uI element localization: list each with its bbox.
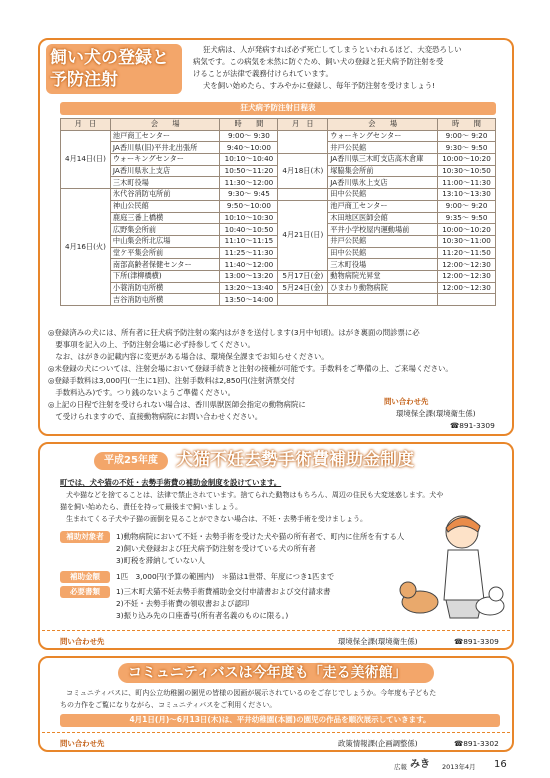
col-venue: 会 場: [328, 119, 438, 131]
schedule-time: 9:00～ 9:20: [438, 200, 496, 212]
schedule-date: 5月17日(金): [278, 270, 328, 282]
subsidy-title: 犬猫不妊去勢手術費補助金制度: [176, 450, 414, 470]
target-1: 1)動物病院において不妊・去勢手術を受けた犬や猫の所有者で、町内に住所を有する人: [116, 532, 405, 541]
rabies-title-line2: 予防注射: [50, 70, 118, 90]
subsidy-lead: 町では、犬や猫の不妊・去勢手術費の補助金制度を設けています。: [60, 478, 282, 487]
schedule-time: 11:30～12:00: [220, 177, 278, 189]
schedule-venue: 池戸商工センター: [110, 130, 220, 142]
schedule-time: 10:40～10:50: [220, 224, 278, 236]
schedule-venue: 井戸公民館: [328, 142, 438, 154]
col-time: 時 間: [438, 119, 496, 131]
bus-contact-rule: [42, 732, 510, 733]
bus-banner: 4月1日(月)～6月13日(木)は、平井幼稚園(本園)の園児の作品を順次展示していきます。: [60, 714, 500, 727]
schedule-venue: JA香川県(旧)平井北出張所: [110, 142, 220, 154]
schedule-time: 9:00～ 9:30: [220, 130, 278, 142]
bus-title: コミュニティバスは今年度も「走る美術館」: [128, 665, 407, 681]
doc-3: 3)振り込み先の口座番号(所有者名義のものに限る。): [116, 611, 289, 620]
rabies-note: て受けられますので、直接動物病院にお問い合わせください。: [48, 412, 263, 421]
schedule-row: [61, 130, 496, 142]
docs-label: 必要書類: [60, 586, 110, 598]
schedule-time: 11:20～11:50: [438, 247, 496, 259]
subsidy-body-3: 生まれてくる子犬や子猫の面倒を見ることができない場合は、不妊・去勢手術を受けましょう。: [66, 515, 367, 523]
schedule-date: 4月14日(日): [61, 130, 111, 188]
schedule-time: 9:40～10:00: [220, 142, 278, 154]
schedule-venue: 小蓑消防屯所横: [110, 282, 220, 294]
schedule-time: 12:00～12:30: [438, 259, 496, 271]
schedule-time: 10:00～10:20: [438, 154, 496, 166]
rabies-note: 要事項を記入の上、予防注射会場に必ず持参してください。: [48, 340, 255, 349]
schedule-date: [278, 189, 328, 201]
schedule-time: 9:30～ 9:45: [220, 189, 278, 201]
schedule-time: 12:00～12:30: [438, 270, 496, 282]
schedule-venue: 三木町役場: [110, 177, 220, 189]
bus-contact-dept: 政策情報課(企画調整係): [338, 739, 418, 748]
schedule-empty-cell: [328, 294, 438, 306]
rabies-contact-tel: ☎891-3309: [450, 421, 495, 430]
rabies-contact-label: 問い合わせ先: [384, 397, 429, 406]
schedule-time: 13:10～13:30: [438, 189, 496, 201]
schedule-date: 4月16日(火): [61, 189, 111, 306]
col-date: 月 日: [278, 119, 328, 131]
rabies-note: ◎登録済みの犬には、所有者に狂犬病予防注射の案内はがきを送付します(3月中旬頃)。はがき裏面の問診票に必: [48, 328, 420, 337]
target-3: 3)町税を滞納していない人: [116, 556, 205, 565]
schedule-row: [61, 154, 496, 166]
schedule-date: [278, 130, 328, 153]
schedule-time: 9:00～ 9:20: [438, 130, 496, 142]
col-date: 月 日: [61, 119, 111, 131]
schedule-venue: 木田地区医師会館: [328, 212, 438, 224]
schedule-venue: 田中公民館: [328, 247, 438, 259]
rabies-note: ◎上記の日程で注射を受けられない場合は、香川県獣医師会指定の動物病院に: [48, 400, 306, 409]
col-time: 時 間: [220, 119, 278, 131]
schedule-time: 13:50～14:00: [220, 294, 278, 306]
schedule-date: 5月24日(金): [278, 282, 328, 294]
subsidy-body-2: 猫を飼い始めたら、責任を持って最後まで飼いましょう。: [60, 503, 242, 511]
schedule-time: 11:10～11:15: [220, 235, 278, 247]
schedule-venue: 広野集会所前: [110, 224, 220, 236]
schedule-venue: 堂ケ平集会所前: [110, 247, 220, 259]
page-number: 16: [494, 759, 507, 770]
rabies-note: ◎未登録の犬については、注射会場において登録手続きと注射の接種が可能です。手数料をご準備の上、ご来場ください。: [48, 364, 453, 373]
rabies-intro-4: 犬を飼い始めたら、すみやかに登録し、毎年予防注射を受けましょう!: [203, 81, 436, 90]
schedule-venue: 動物病院光昇堂: [328, 270, 438, 282]
schedule-table: [60, 118, 496, 306]
schedule-time: 10:10～10:30: [220, 212, 278, 224]
schedule-row: [61, 270, 496, 282]
schedule-row: [61, 200, 496, 212]
bus-body-2: ちの力作をご覧になりながら、コミュニティバスをご利用ください。: [60, 701, 277, 709]
schedule-time: 13:20～13:40: [220, 282, 278, 294]
subsidy-contact-label: 問い合わせ先: [60, 637, 105, 646]
schedule-row: [61, 189, 496, 201]
footer-label: 広報: [394, 763, 407, 771]
schedule-venue: JA香川県氷上支店: [328, 177, 438, 189]
schedule-time: 13:00～13:20: [220, 270, 278, 282]
schedule-empty-cell: [278, 294, 328, 306]
schedule-venue: JA香川県氷上支店: [110, 165, 220, 177]
subsidy-body-1: 犬や猫などを捨てることは、法律で禁止されています。捨てられた動物はもちろん、周辺の住民も大変迷惑します。犬や: [66, 491, 444, 499]
schedule-time: 9:50～10:00: [220, 200, 278, 212]
schedule-time: 12:00～12:30: [438, 282, 496, 294]
rabies-note: 手数料込み)です。つり銭のないようご準備ください。: [48, 388, 236, 397]
girl-with-dogs-illustration: [398, 510, 506, 622]
schedule-venue: 三木町役場: [328, 259, 438, 271]
rabies-note: なお、はがきの記載内容に変更がある場合は、環境保全課までお知らせください。: [48, 352, 329, 361]
amount-text: 1匹 3,000円(予算の範囲内) ＊猫は1世帯、年度につき1匹まで: [116, 572, 335, 581]
rabies-title-line1: 飼い犬の登録と: [50, 48, 169, 68]
amount-label: 補助金額: [60, 571, 110, 583]
subsidy-year-badge: 平成25年度: [94, 452, 168, 470]
schedule-venue: 池戸商工センター: [328, 200, 438, 212]
col-venue: 会 場: [110, 119, 220, 131]
schedule-venue: 塚脇集会所前: [328, 165, 438, 177]
schedule-time: 10:00～10:20: [438, 224, 496, 236]
bus-contact-tel: ☎891-3302: [454, 739, 499, 748]
target-label: 補助対象者: [60, 531, 110, 543]
schedule-title: 狂犬病予防注射日程表: [60, 102, 496, 115]
schedule-empty-cell: [438, 294, 496, 306]
doc-1: 1)三木町犬猫不妊去勢手術費補助金交付申請書および交付請求書: [116, 587, 331, 596]
schedule-venue: ひまわり動物病院: [328, 282, 438, 294]
schedule-date: 4月21日(日): [278, 200, 328, 270]
schedule-venue: 井戸公民館: [328, 235, 438, 247]
subsidy-contact-dept: 環境保全課(環境衛生係): [338, 637, 418, 646]
schedule-time: 10:50～11:20: [220, 165, 278, 177]
schedule-venue: 平井小学校屋内運動場前: [328, 224, 438, 236]
schedule-venue: 吉谷消防屯所横: [110, 294, 220, 306]
subsidy-contact-rule: [42, 630, 510, 631]
schedule-venue: 下所(津柳橋横): [110, 270, 220, 282]
schedule-venue: 南部高齢者保健センター: [110, 259, 220, 271]
schedule-time: 10:30～11:00: [438, 235, 496, 247]
doc-2: 2)不妊・去勢手術費の領収書および認印: [116, 599, 250, 608]
schedule-time: 11:25～11:30: [220, 247, 278, 259]
schedule-venue: 神山公民館: [110, 200, 220, 212]
schedule-time: 11:00～11:30: [438, 177, 496, 189]
bus-contact-label: 問い合わせ先: [60, 739, 105, 748]
target-2: 2)飼い犬登録および狂犬病予防注射を受けている犬の所有者: [116, 544, 316, 553]
footer-logo: みき: [410, 759, 430, 770]
subsidy-contact-tel: ☎891-3309: [454, 637, 499, 646]
rabies-note: ◎登録手数料は3,000円(一生に1回)、注射手数料は2,850円(注射済票交付: [48, 376, 295, 385]
schedule-venue: 中山集会所北広場: [110, 235, 220, 247]
rabies-intro-3: けることが法律で義務付けられています。: [193, 69, 333, 78]
schedule-time: 11:40～12:00: [220, 259, 278, 271]
schedule-time: 10:30～10:50: [438, 165, 496, 177]
schedule-venue: 田中公民館: [328, 189, 438, 201]
schedule-venue: 氷代谷消防屯所前: [110, 189, 220, 201]
schedule-time: 10:10～10:40: [220, 154, 278, 166]
schedule-time: 9:30～ 9:50: [438, 142, 496, 154]
rabies-intro-2: 病気です。この病気を未然に防ぐため、飼い犬の登録と狂犬病予防注射を受: [193, 57, 444, 66]
schedule-venue: ウォーキングセンター: [328, 130, 438, 142]
rabies-contact-dept: 環境保全課(環境衛生係): [396, 409, 476, 418]
rabies-intro-1: 狂犬病は、人が発病すれば必ず死亡してしまうといわれるほど、大変恐ろしい: [203, 45, 462, 54]
schedule-row: [61, 282, 496, 294]
footer-issue: 2013年4月: [442, 763, 476, 771]
bus-body-1: コミュニティバスに、町内公立幼稚園の園児の皆様の図画が展示されているのをご存じでしょうか。今年度も子どもた: [66, 689, 437, 697]
schedule-venue: 鹿庭三番上橋横: [110, 212, 220, 224]
schedule-venue: JA香川県三木町支店高木倉庫: [328, 154, 438, 166]
schedule-header-row: [61, 119, 496, 131]
schedule-time: 9:35～ 9:50: [438, 212, 496, 224]
schedule-date: 4月18日(木): [278, 154, 328, 189]
schedule-row: [61, 294, 496, 306]
schedule-venue: ウォーキングセンター: [110, 154, 220, 166]
